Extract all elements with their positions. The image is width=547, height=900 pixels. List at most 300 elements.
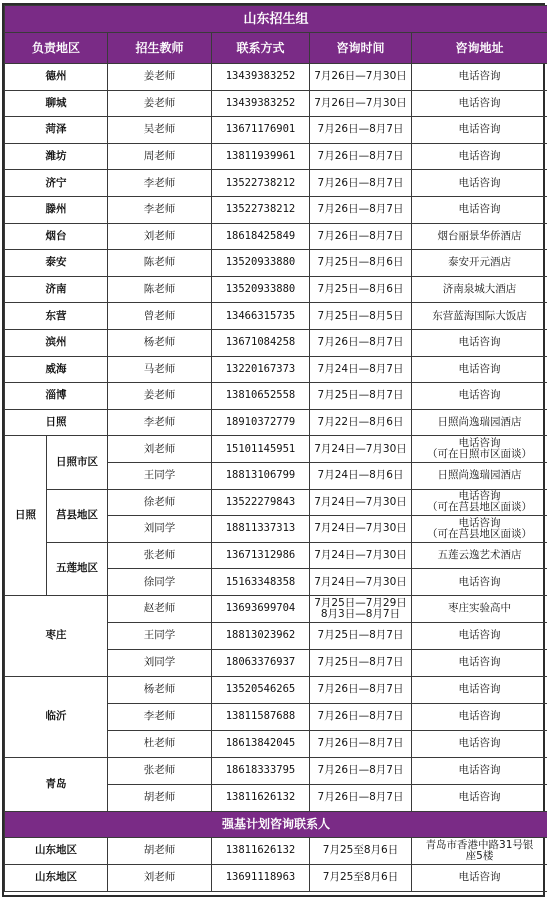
teacher-cell <box>108 489 212 516</box>
teacher-cell-text: 张老师 <box>143 548 176 561</box>
region-cell <box>5 170 108 197</box>
phone-cell-text: 18813023962 <box>225 629 296 642</box>
teacher-cell <box>108 90 212 117</box>
time-cell-text: 7月25日—8月7日 <box>317 656 404 669</box>
time-cell <box>310 276 412 303</box>
subregion-cell-text: 五莲地区 <box>56 562 98 575</box>
address-cell <box>412 250 547 277</box>
address-cell <box>412 837 547 864</box>
address-cell-text: 电话咨询 <box>458 176 501 189</box>
address-cell <box>412 383 547 410</box>
phone-cell-text: 18811337313 <box>225 522 296 535</box>
region-cell-text: 东营 <box>45 309 67 322</box>
address-cell-text: 电话咨询 <box>458 683 501 696</box>
phone-cell <box>212 703 310 730</box>
teacher-cell-text: 李老师 <box>143 176 176 189</box>
teacher-cell-text: 姜老师 <box>143 389 176 402</box>
time-cell <box>310 196 412 223</box>
teacher-cell-text: 吴老师 <box>143 123 176 136</box>
region-cell <box>5 276 108 303</box>
address-cell <box>412 784 547 811</box>
address-cell <box>412 462 547 489</box>
time-cell <box>310 569 412 596</box>
region-cell-text: 临沂 <box>45 710 67 723</box>
phone-cell <box>212 542 310 569</box>
time-cell-text: 7月26日—8月7日 <box>317 150 404 163</box>
teacher-cell <box>108 649 212 676</box>
address-cell-text: 电话咨询 <box>458 791 501 804</box>
address-cell-text: 电话咨询 <box>458 575 501 588</box>
phone-cell <box>212 730 310 757</box>
address-cell <box>412 703 547 730</box>
teacher-cell-text: 陈老师 <box>143 283 176 296</box>
time-cell-text: 7月26日—8月7日 <box>317 336 404 349</box>
time-cell <box>310 649 412 676</box>
teacher-cell <box>108 64 212 91</box>
region-cell-text: 菏泽 <box>45 123 67 136</box>
region-cell <box>5 864 108 891</box>
time-cell <box>310 542 412 569</box>
time-cell <box>310 117 412 144</box>
region-cell-text: 威海 <box>45 362 67 375</box>
address-cell-text: 电话咨询 <box>458 656 501 669</box>
teacher-cell-text: 杜老师 <box>143 737 176 750</box>
teacher-cell-text: 胡老师 <box>143 844 176 857</box>
teacher-cell-text: 杨老师 <box>143 336 176 349</box>
address-cell <box>412 409 547 436</box>
address-cell-text: 五莲云逸艺术酒店 <box>437 548 522 561</box>
time-cell-text: 7月24日—7月30日 <box>314 522 407 535</box>
time-cell <box>310 703 412 730</box>
time-cell <box>310 303 412 330</box>
address-cell-text: （可在莒县地区面谈） <box>427 501 532 514</box>
region-cell <box>5 356 108 383</box>
header-time <box>310 33 412 64</box>
teacher-cell <box>108 516 212 543</box>
time-cell-text: 7月24日—8月6日 <box>317 469 404 482</box>
region-cell-text: 济南 <box>45 283 67 296</box>
time-cell-text: 7月25日—8月7日 <box>317 389 404 402</box>
region-cell-text: 山东地区 <box>35 871 77 884</box>
subregion-cell <box>47 542 108 595</box>
region-cell <box>5 595 108 676</box>
phone-cell-text: 13691118963 <box>225 871 296 884</box>
teacher-cell-text: 徐同学 <box>143 575 176 588</box>
time-cell-text: 7月25日—7月29日 <box>314 596 407 609</box>
teacher-cell <box>108 595 212 622</box>
teacher-cell <box>108 864 212 891</box>
time-cell <box>310 757 412 784</box>
teacher-cell-text: 刘同学 <box>143 522 176 535</box>
time-cell-text: 7月26日—8月7日 <box>317 176 404 189</box>
time-cell <box>310 329 412 356</box>
address-cell-text: 泰安开元酒店 <box>448 256 511 269</box>
phone-cell-text: 13520546265 <box>225 683 296 696</box>
region-cell <box>5 64 108 91</box>
time-cell-text: 7月25日—8月6日 <box>317 283 404 296</box>
phone-cell-text: 15163348358 <box>225 575 296 588</box>
phone-cell <box>212 117 310 144</box>
teacher-cell <box>108 303 212 330</box>
teacher-cell-text: 杨老师 <box>143 683 176 696</box>
time-cell <box>310 356 412 383</box>
address-cell-text: 电话咨询 <box>458 336 501 349</box>
teacher-cell <box>108 784 212 811</box>
header-phone-text: 联系方式 <box>236 40 285 55</box>
teacher-cell <box>108 383 212 410</box>
phone-cell-text: 13522279843 <box>225 495 296 508</box>
address-cell <box>412 436 547 463</box>
phone-cell <box>212 757 310 784</box>
subregion-cell-text: 日照市区 <box>56 455 98 468</box>
region-cell <box>5 196 108 223</box>
teacher-cell-text: 张老师 <box>143 764 176 777</box>
time-cell <box>310 143 412 170</box>
address-cell <box>412 730 547 757</box>
phone-cell <box>212 329 310 356</box>
time-cell <box>310 462 412 489</box>
phone-cell-text: 13811626132 <box>225 844 296 857</box>
region-cell <box>5 409 108 436</box>
teacher-cell <box>108 143 212 170</box>
table-title <box>5 6 547 33</box>
teacher-cell <box>108 462 212 489</box>
time-cell <box>310 489 412 516</box>
address-cell-text: 东营蓝海国际大饭店 <box>432 309 527 322</box>
phone-cell <box>212 622 310 649</box>
teacher-cell-text: 胡老师 <box>143 791 176 804</box>
address-cell <box>412 489 547 516</box>
time-cell <box>310 64 412 91</box>
header-phone <box>212 33 310 64</box>
teacher-cell-text: 刘同学 <box>143 656 176 669</box>
teacher-cell <box>108 276 212 303</box>
phone-cell <box>212 569 310 596</box>
phone-cell-text: 13811939961 <box>225 150 296 163</box>
address-cell-text: 电话咨询 <box>458 123 501 136</box>
region-cell-text: 枣庄 <box>45 629 67 642</box>
address-cell <box>412 676 547 703</box>
time-cell-text: 7月22日—8月6日 <box>317 416 404 429</box>
teacher-cell-text: 李老师 <box>143 416 176 429</box>
time-cell-text: 7月25至8月6日 <box>322 844 399 857</box>
phone-cell <box>212 170 310 197</box>
time-cell-text: 7月26日—8月7日 <box>317 203 404 216</box>
time-cell-text: 7月26日—8月7日 <box>317 791 404 804</box>
address-cell <box>412 90 547 117</box>
phone-cell <box>212 143 310 170</box>
address-cell-text: 电话咨询 <box>458 437 501 450</box>
time-cell-text: 7月26日—7月30日 <box>314 70 407 83</box>
phone-cell-text: 18618425849 <box>225 229 296 242</box>
subregion-cell-text: 莒县地区 <box>56 509 98 522</box>
admissions-table <box>4 5 547 892</box>
address-cell <box>412 864 547 891</box>
phone-cell-text: 18910372779 <box>225 416 296 429</box>
region-cell <box>5 250 108 277</box>
time-cell <box>310 223 412 250</box>
phone-cell <box>212 676 310 703</box>
phone-cell <box>212 64 310 91</box>
address-cell <box>412 64 547 91</box>
phone-cell <box>212 90 310 117</box>
teacher-cell <box>108 356 212 383</box>
time-cell-text: 7月24日—7月30日 <box>314 495 407 508</box>
teacher-cell-text: 陈老师 <box>143 256 176 269</box>
teacher-cell <box>108 676 212 703</box>
time-cell-text: 7月26日—8月7日 <box>317 683 404 696</box>
address-cell <box>412 223 547 250</box>
section-title <box>5 811 547 837</box>
address-cell <box>412 117 547 144</box>
phone-cell-text: 13439383252 <box>225 96 296 109</box>
region-cell <box>5 117 108 144</box>
phone-cell-text: 13439383252 <box>225 70 296 83</box>
address-cell-text: 电话咨询 <box>458 516 501 529</box>
time-cell <box>310 436 412 463</box>
phone-cell <box>212 462 310 489</box>
region-cell <box>5 90 108 117</box>
region-cell <box>5 143 108 170</box>
phone-cell-text: 18613842045 <box>225 737 296 750</box>
time-cell-text: 7月24日—7月30日 <box>314 575 407 588</box>
time-cell <box>310 784 412 811</box>
address-cell-text: 电话咨询 <box>458 150 501 163</box>
teacher-cell-text: 刘老师 <box>143 871 176 884</box>
teacher-cell <box>108 542 212 569</box>
teacher-cell-text: 马老师 <box>143 362 176 375</box>
phone-cell-text: 18063376937 <box>225 656 296 669</box>
address-cell-text: 电话咨询 <box>458 710 501 723</box>
phone-cell-text: 13671312986 <box>225 548 296 561</box>
time-cell-text: 7月26日—7月30日 <box>314 96 407 109</box>
time-cell-text: 7月25至8月6日 <box>322 871 399 884</box>
phone-cell <box>212 409 310 436</box>
phone-cell-text: 13811626132 <box>225 791 296 804</box>
address-cell-text: 电话咨询 <box>458 70 501 83</box>
phone-cell-text: 13520933880 <box>225 256 296 269</box>
phone-cell-text: 13811587688 <box>225 710 296 723</box>
time-cell-text: 7月25日—8月7日 <box>317 629 404 642</box>
phone-cell <box>212 595 310 622</box>
teacher-cell <box>108 730 212 757</box>
address-cell-text: 日照尚逸瑞园酒店 <box>437 416 522 429</box>
teacher-cell <box>108 409 212 436</box>
subregion-cell <box>47 489 108 542</box>
address-cell-text: 枣庄实验高中 <box>448 602 511 615</box>
phone-cell-text: 13522738212 <box>225 203 296 216</box>
phone-cell <box>212 516 310 543</box>
address-cell <box>412 542 547 569</box>
region-cell-text: 滨州 <box>45 336 67 349</box>
address-cell <box>412 649 547 676</box>
teacher-cell-text: 刘老师 <box>143 442 176 455</box>
header-time-text: 咨询时间 <box>336 40 385 55</box>
region-cell-text: 济宁 <box>45 176 67 189</box>
address-cell <box>412 276 547 303</box>
region-cell-text: 青岛 <box>45 777 67 790</box>
address-cell-text: 电话咨询 <box>458 389 501 402</box>
phone-cell <box>212 223 310 250</box>
teacher-cell <box>108 117 212 144</box>
time-cell <box>310 409 412 436</box>
phone-cell-text: 13693699704 <box>225 602 296 615</box>
address-cell-text: 青岛市香港中路31号银 <box>425 838 534 851</box>
time-cell <box>310 516 412 543</box>
time-cell <box>310 676 412 703</box>
teacher-cell <box>108 622 212 649</box>
phone-cell-text: 15101145951 <box>225 442 296 455</box>
header-teacher <box>108 33 212 64</box>
address-cell <box>412 622 547 649</box>
time-cell <box>310 730 412 757</box>
address-cell-text: 座5楼 <box>465 849 494 862</box>
time-cell-text: 8月3日—8月7日 <box>320 607 401 620</box>
time-cell-text: 7月25日—8月5日 <box>317 309 404 322</box>
time-cell-text: 7月25日—8月6日 <box>317 256 404 269</box>
address-cell <box>412 569 547 596</box>
time-cell <box>310 250 412 277</box>
teacher-cell-text: 周老师 <box>143 150 176 163</box>
address-cell <box>412 196 547 223</box>
address-cell-text: （可在莒县地区面谈） <box>427 527 532 540</box>
phone-cell-text: 18813106799 <box>225 469 296 482</box>
time-cell <box>310 837 412 864</box>
teacher-cell-text: 刘老师 <box>143 229 176 242</box>
teacher-cell-text: 王同学 <box>143 629 176 642</box>
phone-cell <box>212 250 310 277</box>
phone-cell-text: 13671084258 <box>225 336 296 349</box>
region-cell <box>5 329 108 356</box>
table-title-text: 山东招生组 <box>243 11 309 27</box>
time-cell <box>310 595 412 622</box>
address-cell <box>412 757 547 784</box>
address-cell <box>412 329 547 356</box>
teacher-cell <box>108 329 212 356</box>
time-cell-text: 7月24日—7月30日 <box>314 442 407 455</box>
time-cell <box>310 864 412 891</box>
address-cell <box>412 303 547 330</box>
address-cell-text: 日照尚逸瑞园酒店 <box>437 469 522 482</box>
phone-cell <box>212 649 310 676</box>
address-cell-text: 电话咨询 <box>458 362 501 375</box>
teacher-cell-text: 曾老师 <box>143 309 176 322</box>
teacher-cell <box>108 223 212 250</box>
region-rizhao-text: 日照 <box>15 509 36 522</box>
header-region <box>5 33 108 64</box>
time-cell-text: 7月24日—8月7日 <box>317 362 404 375</box>
address-cell <box>412 595 547 622</box>
time-cell-text: 7月26日—8月7日 <box>317 710 404 723</box>
phone-cell <box>212 356 310 383</box>
time-cell-text: 7月26日—8月7日 <box>317 764 404 777</box>
teacher-cell-text: 姜老师 <box>143 70 176 83</box>
region-cell-text: 山东地区 <box>35 844 77 857</box>
address-cell-text: 烟台丽景华侨酒店 <box>437 229 522 242</box>
phone-cell <box>212 837 310 864</box>
region-cell-text: 德州 <box>45 70 67 83</box>
section-title-text: 强基计划咨询联系人 <box>222 816 331 831</box>
header-teacher-text: 招生教师 <box>135 40 184 55</box>
admissions-sheet <box>2 3 545 897</box>
phone-cell-text: 13522738212 <box>225 176 296 189</box>
region-cell <box>5 383 108 410</box>
address-cell-text: 电话咨询 <box>458 96 501 109</box>
time-cell-text: 7月26日—8月7日 <box>317 737 404 750</box>
region-cell-text: 泰安 <box>45 256 67 269</box>
phone-cell <box>212 276 310 303</box>
region-cell <box>5 837 108 864</box>
teacher-cell-text: 徐老师 <box>143 495 176 508</box>
phone-cell-text: 13810652558 <box>225 389 296 402</box>
phone-cell-text: 13671176901 <box>225 123 296 136</box>
phone-cell <box>212 864 310 891</box>
phone-cell <box>212 784 310 811</box>
address-cell-text: 电话咨询 <box>458 203 501 216</box>
teacher-cell <box>108 757 212 784</box>
teacher-cell <box>108 436 212 463</box>
address-cell-text: 电话咨询 <box>458 629 501 642</box>
time-cell <box>310 90 412 117</box>
address-cell-text: 电话咨询 <box>458 764 501 777</box>
region-cell-text: 聊城 <box>45 96 67 109</box>
address-cell-text: 电话咨询 <box>458 871 501 884</box>
region-cell-text: 滕州 <box>45 203 67 216</box>
region-rizhao <box>5 436 47 596</box>
teacher-cell <box>108 837 212 864</box>
time-cell-text: 7月24日—7月30日 <box>314 548 407 561</box>
teacher-cell <box>108 196 212 223</box>
phone-cell <box>212 196 310 223</box>
time-cell-text: 7月26日—8月7日 <box>317 123 404 136</box>
phone-cell-text: 13520933880 <box>225 283 296 296</box>
teacher-cell-text: 李老师 <box>143 710 176 723</box>
time-cell <box>310 622 412 649</box>
address-cell <box>412 143 547 170</box>
time-cell <box>310 383 412 410</box>
region-cell <box>5 303 108 330</box>
region-cell-text: 日照 <box>45 416 67 429</box>
address-cell <box>412 516 547 543</box>
region-cell-text: 潍坊 <box>45 150 67 163</box>
phone-cell <box>212 303 310 330</box>
phone-cell-text: 18618333795 <box>225 764 296 777</box>
time-cell-text: 7月26日—8月7日 <box>317 229 404 242</box>
subregion-cell <box>47 436 108 489</box>
header-address-text: 咨询地址 <box>455 40 504 55</box>
region-cell <box>5 757 108 811</box>
address-cell <box>412 170 547 197</box>
address-cell-text: 电话咨询 <box>458 737 501 750</box>
phone-cell-text: 13220167373 <box>225 362 296 375</box>
teacher-cell <box>108 569 212 596</box>
teacher-cell <box>108 703 212 730</box>
region-cell <box>5 676 108 757</box>
address-cell-text: 济南泉城大酒店 <box>442 283 517 296</box>
teacher-cell-text: 赵老师 <box>143 602 176 615</box>
phone-cell <box>212 436 310 463</box>
region-cell-text: 淄博 <box>45 389 67 402</box>
teacher-cell-text: 王同学 <box>143 469 176 482</box>
teacher-cell-text: 姜老师 <box>143 96 176 109</box>
header-address <box>412 33 547 64</box>
address-cell <box>412 356 547 383</box>
phone-cell <box>212 489 310 516</box>
address-cell-text: （可在日照市区面谈） <box>427 448 532 461</box>
teacher-cell-text: 李老师 <box>143 203 176 216</box>
teacher-cell <box>108 250 212 277</box>
address-cell-text: 电话咨询 <box>458 490 501 503</box>
